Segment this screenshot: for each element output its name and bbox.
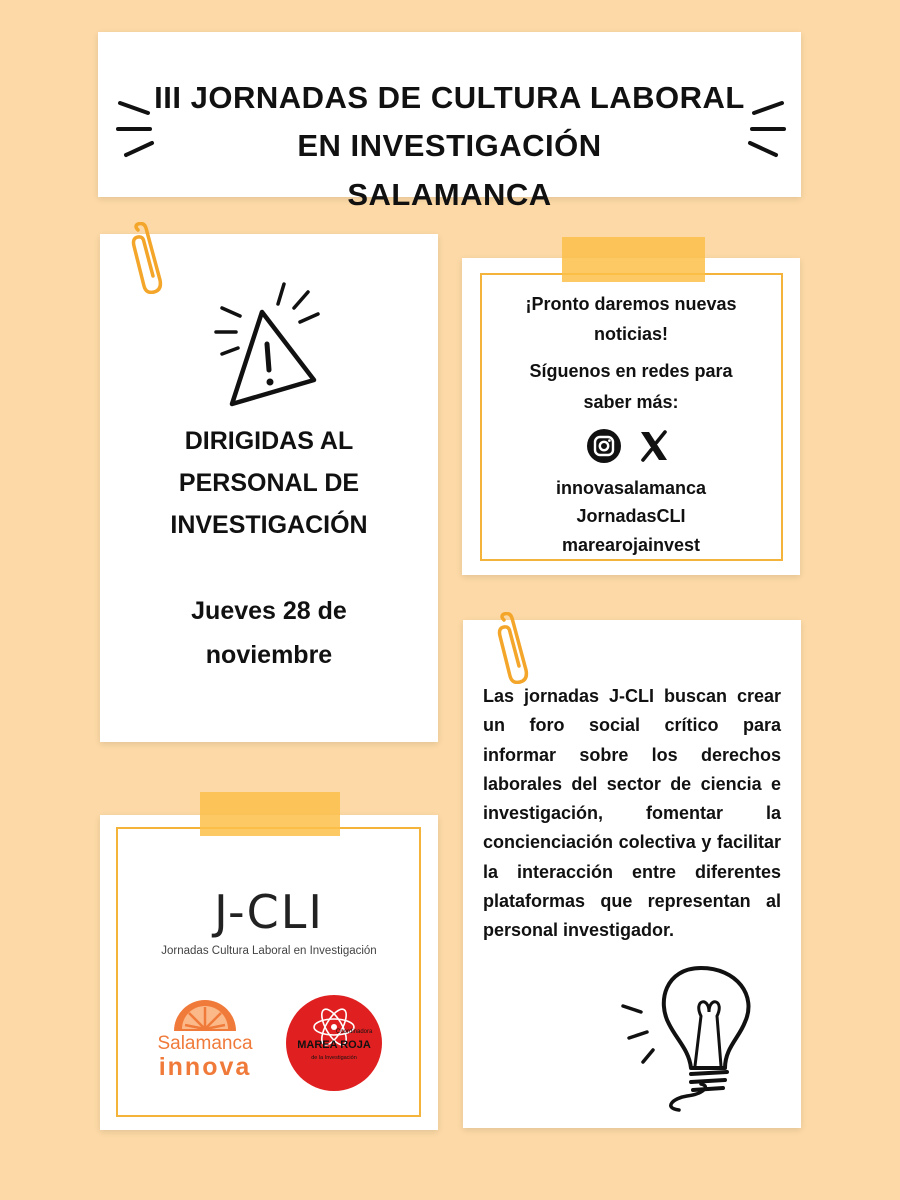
date-line-2: noviembre bbox=[205, 641, 333, 669]
audience-line-2: PERSONAL DE bbox=[178, 469, 360, 497]
audience-line-1: DIRIGIDAS AL bbox=[184, 427, 354, 455]
audience-line-3: INVESTIGACIÓN bbox=[170, 511, 368, 539]
paperclip-icon bbox=[494, 612, 534, 684]
news-line-1: ¡Pronto daremos nuevas bbox=[525, 294, 737, 314]
innova-text: innova bbox=[158, 1053, 252, 1081]
handle-marearojainvest[interactable]: marearojainvest bbox=[561, 535, 701, 555]
audience-card bbox=[100, 234, 438, 742]
title-card bbox=[98, 32, 801, 212]
date-line-1: Jueves 28 de bbox=[191, 597, 347, 625]
left-emphasis-lines-icon bbox=[112, 95, 162, 165]
x-icon[interactable] bbox=[636, 428, 672, 464]
news-line-4: saber más: bbox=[583, 392, 679, 412]
handle-jornadascli[interactable]: JornadasCLI bbox=[576, 506, 686, 526]
title-line-3: SALAMANCA bbox=[347, 177, 552, 212]
description-text: Las jornadas J-CLI buscan crear un foro social crítico para informar sobre los derechos laborales del sector de ciencia e investigación, fomentar la concienciación colectiva y facilitar la interacción entre diferentes plataformas que representan al personal investigador. bbox=[483, 686, 781, 941]
orange-slice-icon bbox=[172, 995, 238, 1033]
paperclip-icon bbox=[128, 222, 168, 294]
logo-card bbox=[100, 815, 438, 1130]
marea-roja-logo bbox=[286, 995, 382, 1091]
title-line-2: EN INVESTIGACIÓN bbox=[297, 128, 602, 163]
news-line-2: noticias! bbox=[593, 324, 668, 344]
jcli-logo-title: J-CLI bbox=[214, 885, 324, 939]
warning-icon bbox=[212, 270, 322, 410]
right-emphasis-lines-icon bbox=[740, 95, 790, 165]
marea-top-text: Coordinadora bbox=[336, 1029, 373, 1035]
lightbulb-icon bbox=[613, 960, 793, 1120]
salamanca-innova-logo bbox=[150, 995, 260, 1095]
handle-innovasalamanca[interactable]: innovasalamanca bbox=[555, 478, 707, 498]
salamanca-text: Salamanca bbox=[157, 1033, 253, 1054]
tape-decoration bbox=[562, 237, 705, 282]
tape-decoration bbox=[200, 792, 340, 836]
marea-bottom-text: de la Investigación bbox=[311, 1055, 357, 1061]
title-line-1: III JORNADAS DE CULTURA LABORAL bbox=[154, 80, 745, 115]
marea-name-text: MAREA ROJA bbox=[297, 1039, 371, 1051]
news-line-3: Síguenos en redes para bbox=[529, 361, 733, 381]
instagram-icon[interactable] bbox=[586, 428, 622, 464]
jcli-logo-subtitle: Jornadas Cultura Laboral en Investigación bbox=[161, 945, 377, 957]
news-card bbox=[462, 258, 800, 575]
